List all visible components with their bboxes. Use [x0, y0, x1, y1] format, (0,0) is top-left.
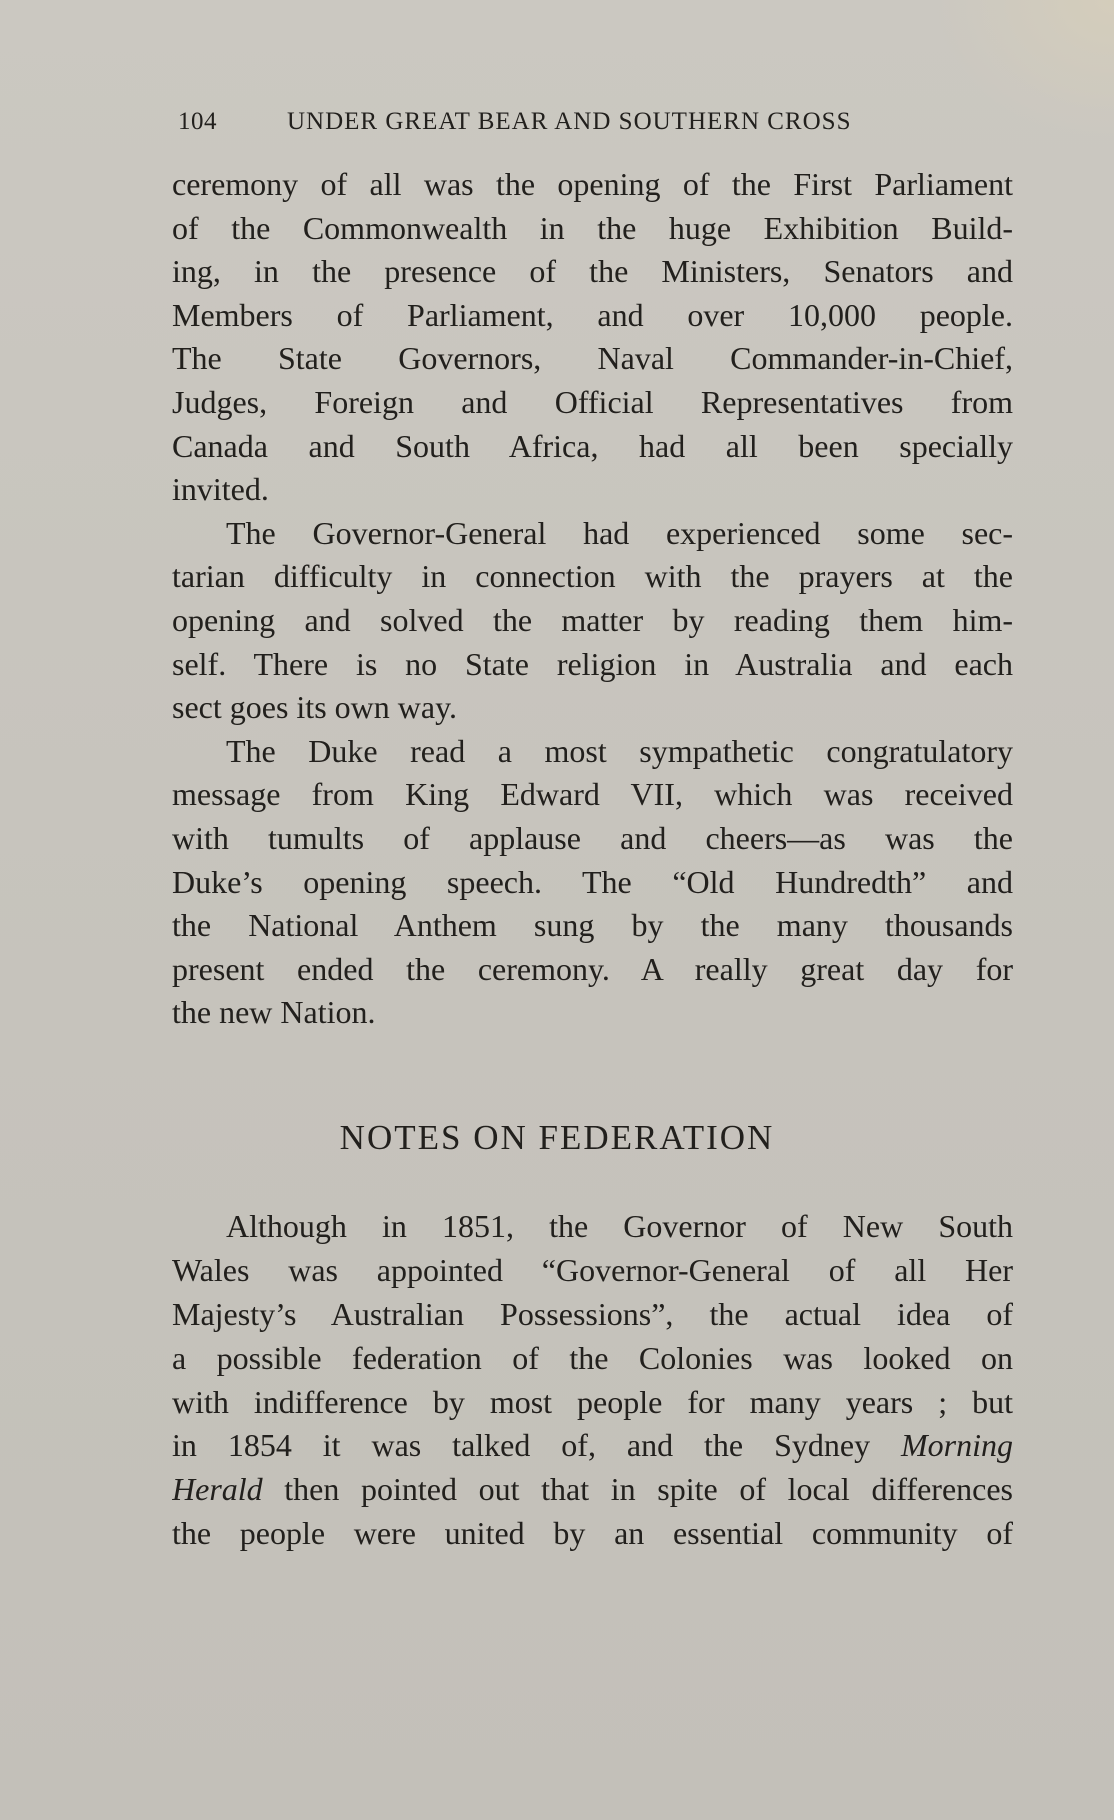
paragraph-2	[172, 512, 1013, 730]
paragraph-4	[172, 1205, 1013, 1556]
text-line: Wales was appointed “Governor-General of all Her	[172, 1251, 1013, 1288]
page-discoloration	[934, 0, 1114, 140]
italic-title: Herald	[172, 1471, 263, 1508]
text-line: opening and solved the matter by reading them him-	[172, 601, 1013, 638]
text-line: The Duke read a most sympathetic congratulatory	[226, 732, 1013, 769]
text-line: present ended the ceremony. A really great day for	[172, 950, 1013, 987]
running-title: UNDER GREAT BEAR AND SOUTHERN CROSS	[287, 108, 852, 135]
paragraph-3	[172, 730, 1013, 1035]
text-line: ing, in the presence of the Ministers, Senators and	[172, 253, 1013, 290]
text-line: message from King Edward VII, which was received	[172, 776, 1013, 813]
text-run: then pointed out that in spite of local differences	[262, 1471, 1013, 1508]
text-line: Judges, Foreign and Official Representatives from	[172, 383, 1013, 420]
body-text-bottom	[172, 1205, 1013, 1556]
text-line: sect goes its own way.	[172, 689, 457, 726]
text-line: Members of Parliament, and over 10,000 people.	[172, 296, 1013, 333]
text-line: of the Commonwealth in the huge Exhibition Build-	[172, 209, 1013, 246]
text-line: with tumults of applause and cheers—as was the	[172, 819, 1013, 856]
text-line: invited.	[172, 471, 269, 508]
text-line: The State Governors, Naval Commander-in-Chief,	[172, 340, 1013, 377]
text-line: the new Nation.	[172, 994, 376, 1031]
section-heading: NOTES ON FEDERATION	[339, 1118, 775, 1157]
text-line: self. There is no State religion in Australia and each	[172, 645, 1013, 682]
text-line: Duke’s opening speech. The “Old Hundredth” and	[172, 863, 1013, 900]
paragraph-1	[172, 163, 1013, 512]
text-line: tarian difficulty in connection with the prayers at the	[172, 558, 1013, 595]
text-line: the National Anthem sung by the many thousands	[172, 907, 1013, 944]
text-run: in 1854 it was talked of, and the Sydney	[172, 1427, 901, 1464]
text-line: Majesty’s Australian Possessions”, the actual idea of	[172, 1295, 1013, 1332]
text-line: the people were united by an essential community of	[172, 1515, 1013, 1552]
text-line: Although in 1851, the Governor of New South	[226, 1208, 1013, 1244]
text-line-with-italic	[172, 1424, 1013, 1468]
running-head	[178, 108, 918, 144]
text-line: with indifference by most people for many years ; but	[172, 1383, 1013, 1420]
text-line: a possible federation of the Colonies was looked on	[172, 1339, 1013, 1376]
body-text-top	[172, 163, 1013, 1035]
text-line-with-italic	[172, 1468, 1013, 1512]
italic-title: Morning	[901, 1427, 1013, 1464]
text-line: Canada and South Africa, had all been specially	[172, 427, 1013, 464]
page-number: 104	[178, 108, 217, 135]
text-line: ceremony of all was the opening of the First Parliament	[172, 166, 1013, 202]
text-line: The Governor-General had experienced some sec-	[226, 514, 1013, 551]
